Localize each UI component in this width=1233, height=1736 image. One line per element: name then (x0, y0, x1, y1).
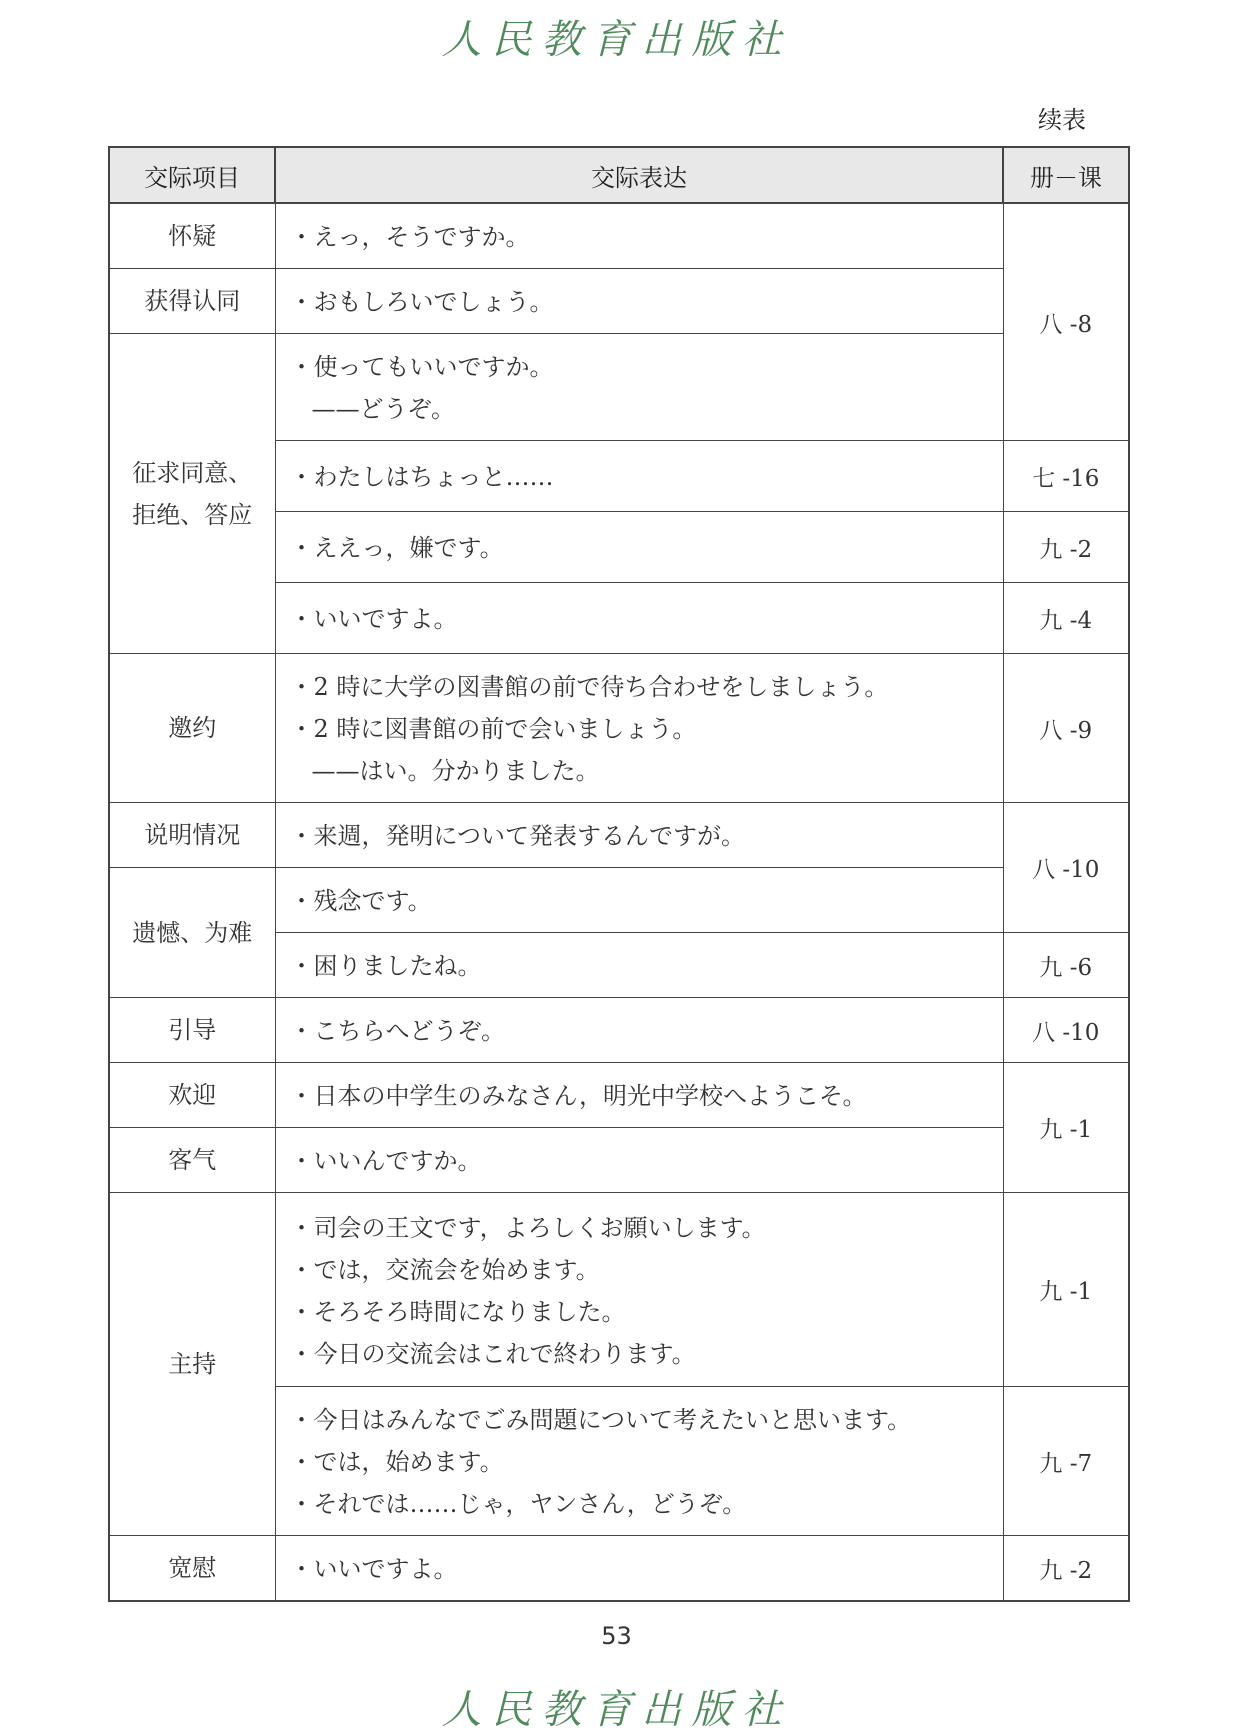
expression-cell (275, 803, 1003, 868)
expression-line: ・今日はみんなでごみ問題について考えたいと思います。 (289, 1406, 912, 1434)
ref-cell: 九 -2 (1003, 512, 1129, 583)
ref-cell: 八 -8 (1003, 203, 1129, 441)
item-cell: 怀疑 (109, 203, 275, 269)
expression-line: ——はい。分かりました。 (311, 757, 600, 785)
expression-cell (275, 1193, 1003, 1387)
expression-cell (275, 1128, 1003, 1193)
publisher-logo-bottom: 人民教育出版社 (441, 1687, 792, 1733)
expression-cell (275, 269, 1003, 334)
expression-line: ・使ってもいいですか。 (289, 353, 554, 381)
expression-line: ・こちらへどうぞ。 (289, 1017, 506, 1045)
expression-cell (275, 512, 1003, 583)
expression-cell (275, 998, 1003, 1063)
item-cell: 说明情况 (109, 803, 275, 868)
expression-line: ・いいですよ。 (289, 1555, 458, 1583)
expression-cell (275, 1387, 1003, 1536)
table-row (109, 998, 1129, 1063)
expression-line: ・それでは……じゃ，ヤンさん，どうぞ。 (289, 1490, 747, 1518)
ref-cell: 九 -1 (1003, 1193, 1129, 1387)
table-row (109, 803, 1129, 868)
expression-cell (275, 654, 1003, 803)
expression-line: ・ええっ，嫌です。 (289, 534, 504, 562)
table-row (109, 203, 1129, 269)
table-row (109, 868, 1129, 933)
expression-line: ・えっ，そうですか。 (289, 223, 530, 251)
ref-cell: 九 -4 (1003, 583, 1129, 654)
expression-cell (275, 203, 1003, 269)
table-row (109, 269, 1129, 334)
expression-line: ・そろそろ時間になりました。 (289, 1297, 626, 1326)
expression-line: ・2 時に図書館の前で会いましょう。 (289, 715, 697, 743)
expression-cell (275, 583, 1003, 654)
column-header-volume-lesson: 册－课 (1003, 147, 1129, 203)
continued-label: 续表 (1038, 106, 1086, 134)
table-row (109, 1063, 1129, 1128)
ref-cell: 九 -7 (1003, 1387, 1129, 1536)
table-row (109, 654, 1129, 803)
expression-cell (275, 441, 1003, 512)
expression-cell (275, 1536, 1003, 1602)
item-cell: 遗憾、为难 (109, 868, 275, 998)
item-cell: 欢迎 (109, 1063, 275, 1128)
ref-cell: 七 -16 (1003, 441, 1129, 512)
expression-line: ・日本の中学生のみなさん，明光中学校へようこそ。 (289, 1082, 867, 1110)
table-row (109, 1536, 1129, 1602)
expression-cell (275, 1063, 1003, 1128)
expression-line: ・司会の王文です，よろしくお願いします。 (289, 1213, 766, 1242)
expression-line: ・いいんですか。 (289, 1147, 482, 1175)
expression-line: ・いいですよ。 (289, 605, 458, 633)
table-header-row (109, 147, 1129, 203)
expression-cell (275, 933, 1003, 998)
expression-line: ・おもしろいでしょう。 (289, 288, 554, 316)
expression-line: ・今日の交流会はこれで終わります。 (289, 1339, 696, 1368)
column-header-item: 交际项目 (109, 147, 275, 203)
ref-cell: 九 -1 (1003, 1063, 1129, 1193)
ref-cell: 八 -10 (1003, 998, 1129, 1063)
expression-line: ・残念です。 (289, 887, 432, 915)
ref-cell: 八 -10 (1003, 803, 1129, 933)
ref-cell: 九 -6 (1003, 933, 1129, 998)
publisher-logo-top: 人民教育出版社 (441, 17, 792, 63)
expression-line: ・困りましたね。 (289, 952, 482, 980)
item-cell (109, 334, 275, 654)
table-row (109, 1193, 1129, 1387)
table-row (109, 334, 1129, 441)
expression-cell (275, 334, 1003, 441)
expression-cell (275, 868, 1003, 933)
expression-line: ・では，交流会を始めます。 (289, 1255, 600, 1284)
item-line: 征求同意、 (132, 458, 253, 487)
page-number: 53 (601, 1622, 632, 1650)
expression-line: ・では，始めます。 (289, 1448, 504, 1476)
expression-line: ・来週，発明について発表するんですが。 (289, 822, 746, 850)
ref-cell: 八 -9 (1003, 654, 1129, 803)
item-cell: 宽慰 (109, 1536, 275, 1602)
expression-line: ——どうぞ。 (311, 395, 456, 423)
item-cell: 邀约 (109, 654, 275, 803)
item-cell: 获得认同 (109, 269, 275, 334)
item-cell: 主持 (109, 1193, 275, 1536)
expressions-table (108, 146, 1130, 1602)
table-row (109, 1128, 1129, 1193)
expression-line: ・2 時に大学の図書館の前で待ち合わせをしましょう。 (289, 673, 889, 701)
ref-cell: 九 -2 (1003, 1536, 1129, 1602)
item-cell: 引导 (109, 998, 275, 1063)
column-header-expression: 交际表达 (275, 147, 1003, 203)
item-cell: 客气 (109, 1128, 275, 1193)
item-line: 拒绝、答应 (132, 500, 253, 529)
expression-line: ・わたしはちょっと…… (289, 463, 554, 491)
